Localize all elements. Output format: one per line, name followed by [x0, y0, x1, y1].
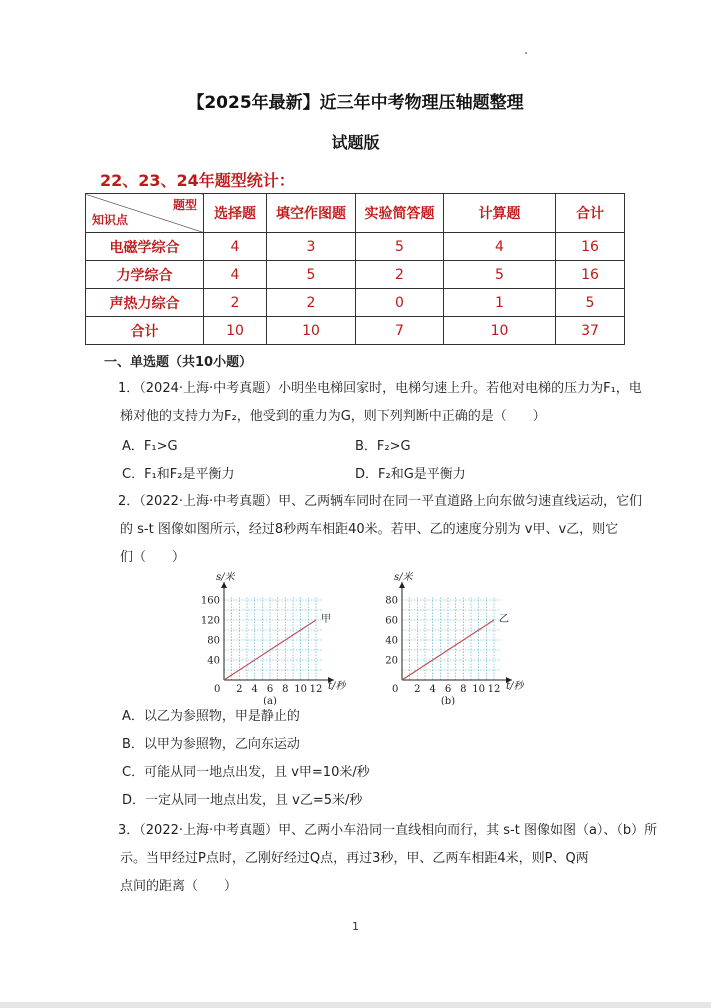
table-row: [86, 317, 625, 345]
q2-option-b: B．以甲为参照物，乙向东运动: [122, 737, 300, 752]
table-cell: 2: [356, 261, 444, 289]
q1-option-c: C．F₁和F₂是平衡力: [122, 467, 235, 482]
table-corner-cell: [86, 194, 204, 233]
table-cell: 0: [356, 289, 444, 317]
series-label: 甲: [321, 614, 331, 625]
x-tick-label: 6: [444, 684, 452, 695]
row-label: 电磁学综合: [86, 233, 204, 261]
series-label: 乙: [499, 614, 509, 625]
y-tick-label: 40: [207, 655, 220, 667]
q2-option-d: D．一定从同一地点出发，且 v乙=5米/秒: [122, 793, 363, 808]
page-title: 【2025年最新】近三年中考物理压轴题整理: [187, 93, 524, 113]
column-header: 计算题: [444, 194, 556, 233]
table-cell: 10: [204, 317, 267, 345]
table-cell: 1: [444, 289, 556, 317]
q2-option-a: A．以乙为参照物，甲是静止的: [122, 709, 300, 724]
table-cell: 2: [267, 289, 356, 317]
table-cell: 4: [444, 233, 556, 261]
q1-option-d: D．F₂和G是平衡力: [355, 467, 466, 482]
column-header: 选择题: [204, 194, 267, 233]
speck: [525, 52, 527, 54]
y-tick-label: 40: [385, 635, 398, 647]
q2-line2: 的 s-t 图像如图所示，经过8秒两车相距40米。若甲、乙的速度分别为 v甲、v乙，则它: [120, 522, 619, 537]
table-cell: 2: [204, 289, 267, 317]
x-tick-label: 12: [487, 684, 501, 695]
table-cell: 5: [356, 233, 444, 261]
y-tick-label: 60: [385, 615, 398, 627]
x-tick-label: 12: [309, 684, 323, 695]
corner-bottom-label: 知识点: [92, 213, 129, 227]
corner-top-label: 题型: [172, 198, 197, 212]
x-tick-label: 2: [414, 684, 421, 695]
table-cell: 37: [556, 317, 625, 345]
table-cell: 16: [556, 261, 625, 289]
table-row: [86, 233, 625, 261]
table-cell: 5: [267, 261, 356, 289]
x-axis-label: t/秒: [328, 681, 346, 692]
x-tick-label: 10: [294, 684, 308, 695]
chart-caption: (a): [263, 696, 277, 705]
y-tick-label: 120: [200, 615, 220, 627]
y-tick-label: 80: [207, 635, 220, 647]
column-header: 实验简答题: [356, 194, 444, 233]
table-row: [86, 289, 625, 317]
x-tick-label: 10: [472, 684, 486, 695]
table-cell: 5: [556, 289, 625, 317]
x-tick-label: 2: [236, 684, 243, 695]
row-label: 合计: [86, 317, 204, 345]
origin-label: 0: [392, 684, 399, 695]
table-cell: 7: [356, 317, 444, 345]
table-cell: 3: [267, 233, 356, 261]
y-tick-label: 80: [385, 595, 398, 607]
q1-line1: 1．（2024·上海·中考真题）小明坐电梯回家时，电梯匀速上升。若他对电梯的压力为F₁，电: [118, 381, 642, 396]
section-title: 一、单选题（共10小题）: [104, 355, 253, 370]
table-row: [86, 261, 625, 289]
column-header: 填空作图题: [267, 194, 356, 233]
x-tick-label: 8: [282, 684, 289, 695]
table-cell: 10: [267, 317, 356, 345]
q1-option-b: B．F₂>G: [355, 439, 411, 454]
q2-option-c: C．可能从同一地点出发，且 v甲=10米/秒: [122, 765, 370, 780]
chart-a: [190, 570, 370, 705]
y-axis-label: s/米: [394, 572, 413, 583]
table-cell: 16: [556, 233, 625, 261]
y-tick-label: 20: [385, 655, 398, 667]
q1-option-a: A．F₁>G: [122, 439, 178, 454]
y-tick-label: 160: [200, 595, 220, 607]
stats-heading: 22、23、24年题型统计：: [100, 171, 295, 190]
x-tick-label: 6: [266, 684, 274, 695]
q2-line3: 们（ ）: [120, 550, 186, 565]
q2-line1: 2．（2022·上海·中考真题）甲、乙两辆车同时在同一平直道路上向东做匀速直线运动，它们: [118, 494, 643, 509]
chart-b: [368, 570, 543, 705]
stats-table: [85, 193, 625, 345]
chart-caption: (b): [440, 696, 456, 705]
y-axis-label: s/米: [216, 572, 235, 583]
row-label: 声热力综合: [86, 289, 204, 317]
table-cell: 10: [444, 317, 556, 345]
x-tick-label: 4: [429, 684, 436, 695]
x-tick-label: 4: [251, 684, 258, 695]
table-cell: 5: [444, 261, 556, 289]
origin-label: 0: [214, 684, 221, 695]
bottom-bar: [0, 1002, 711, 1008]
page-subtitle: 试题版: [331, 133, 380, 152]
q1-line2: 梯对他的支持力为F₂，他受到的重力为G，则下列判断中正确的是（ ）: [120, 409, 546, 424]
q3-line3: 点间的距离（ ）: [120, 879, 238, 894]
column-header: 合计: [556, 194, 625, 233]
page-number: 1: [352, 920, 359, 933]
table-header-row: [86, 194, 625, 233]
x-tick-label: 8: [460, 684, 467, 695]
row-label: 力学综合: [86, 261, 204, 289]
table-cell: 4: [204, 261, 267, 289]
q3-line2: 示。当甲经过P点时，乙刚好经过Q点，再过3秒，甲、乙两车相距4米，则P、Q两: [120, 851, 589, 866]
x-axis-label: t/秒: [506, 681, 524, 692]
table-cell: 4: [204, 233, 267, 261]
q3-line1: 3．（2022·上海·中考真题）甲、乙两小车沿同一直线相向而行，其 s-t 图像如图（a）、（b）所: [118, 823, 658, 838]
